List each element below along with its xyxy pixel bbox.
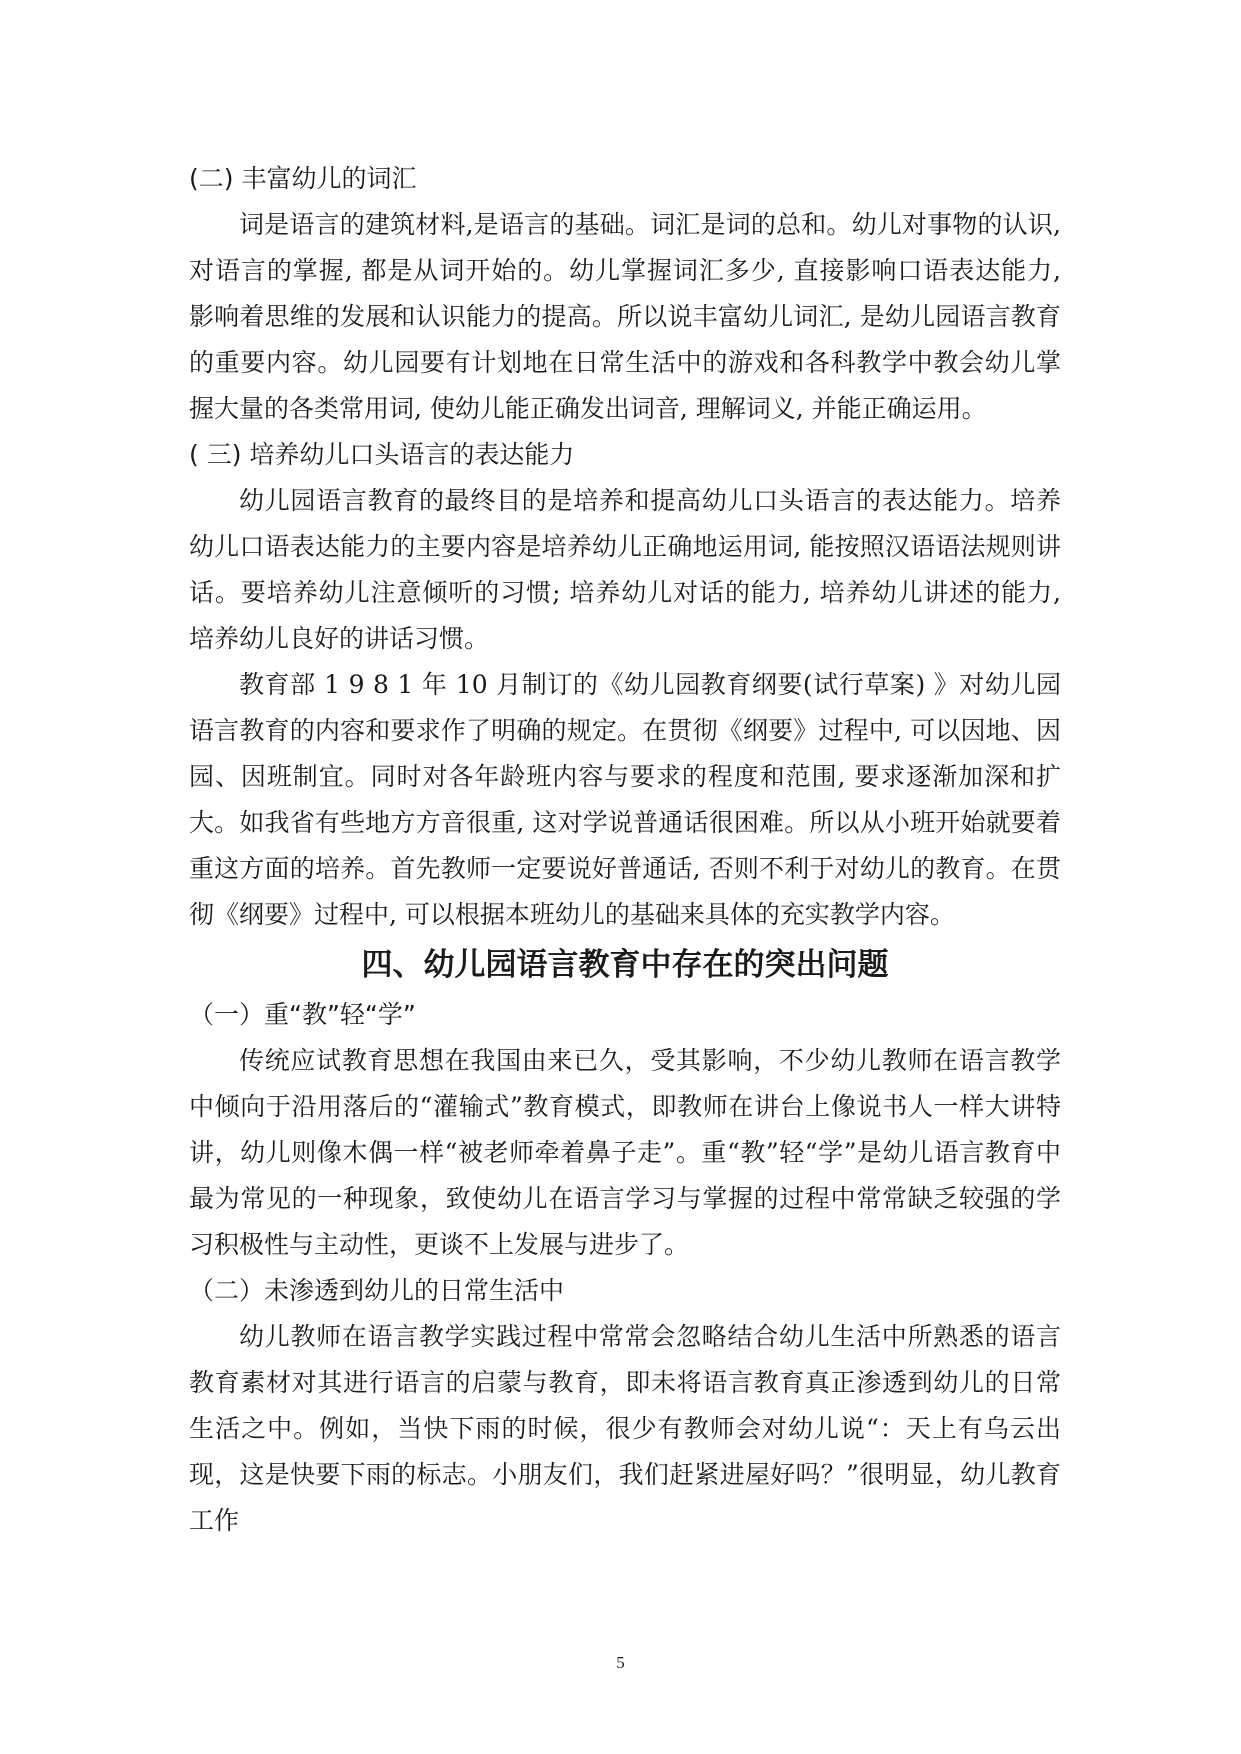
paragraph-education-outline: 教育部 1 9 8 1 年 10 月制订的《幼儿园教育纲要(试行草案) 》对幼儿园语言教育的内容和要求作了明确的规定。在贯彻《纲要》过程中, 可以因地、因园、因班制宜。同时对各年龄班内容与要求的程度和范围, 要求逐渐加深和扩大。如我省有些地方方音很重, 这对学说普通话很困难。所以从小班开始就要着重这方面的培养。首先教师一定要说好普通话, 否则不利于对幼儿的教育。在贯彻《纲要》过程中, 可以根据本班幼儿的基础来具体的充实教学内容。 <box>189 670 1061 929</box>
page-content <box>189 156 1061 1544</box>
page-number: 5 <box>616 1653 625 1672</box>
section-heading-oral-expression: ( 三) 培养幼儿口头语言的表达能力 <box>189 440 575 469</box>
paragraph-teaching-over-learning: 传统应试教育思想在我国由来已久，受其影响，不少幼儿教师在语言教学中倾向于沿用落后的“灌输式”教育模式，即教师在讲台上像说书人一样大讲特讲，幼儿则像木偶一样“被老师牵着鼻子走”。重“教”轻“学”是幼儿语言教育中最为常见的一种现象，致使幼儿在语言学习与掌握的过程中常常缺乏较强的学习积极性与主动性，更谈不上发展与进步了。 <box>189 1046 1061 1259</box>
paragraph-daily-life: 幼儿教师在语言教学实践过程中常常会忽略结合幼儿生活中所熟悉的语言教育素材对其进行语言的启蒙与教育，即未将语言教育真正渗透到幼儿的日常生活之中。例如，当快下雨的时候，很少有教师会对幼儿说“：天上有乌云出现，这是快要下雨的标志。小朋友们，我们赶紧进屋好吗？”很明显，幼儿教育工作 <box>189 1322 1061 1535</box>
paragraph-oral-expression: 幼儿园语言教育的最终目的是培养和提高幼儿口头语言的表达能力。培养幼儿口语表达能力的主要内容是培养幼儿正确地运用词, 能按照汉语语法规则讲话。要培养幼儿注意倾听的习惯; 培养幼儿对话的能力, 培养幼儿讲述的能力, 培养幼儿良好的讲话习惯。 <box>189 486 1061 653</box>
section-heading-teaching-over-learning: （一）重“教”轻“学” <box>189 1000 416 1029</box>
chapter-title: 四、幼儿园语言教育中存在的突出问题 <box>361 947 889 983</box>
paragraph-vocabulary: 词是语言的建筑材料,是语言的基础。词汇是词的总和。幼儿对事物的认识, 对语言的掌握, 都是从词开始的。幼儿掌握词汇多少, 直接影响口语表达能力, 影响着思维的发展和认识能力的提高。所以说丰富幼儿词汇, 是幼儿园语言教育的重要内容。幼儿园要有计划地在日常生活中的游戏和各科教学中教会幼儿掌握大量的各类常用词, 使幼儿能正确发出词音, 理解词义, 并能正确运用。 <box>189 210 1061 423</box>
section-heading-enrich-vocabulary: (二) 丰富幼儿的词汇 <box>189 164 417 193</box>
section-heading-daily-life: （二）未渗透到幼儿的日常生活中 <box>189 1276 565 1305</box>
